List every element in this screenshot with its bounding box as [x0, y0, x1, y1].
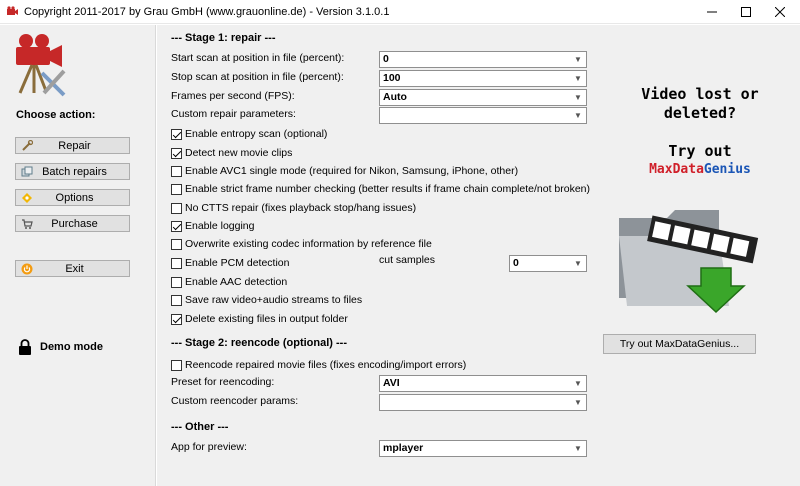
aac-detection-label: Enable AAC detection [185, 276, 288, 288]
stage1-title: --- Stage 1: repair --- [171, 32, 276, 44]
chevron-down-icon: ▼ [574, 111, 582, 120]
options-button-label: Options [55, 191, 94, 204]
window-title: Copyright 2011-2017 by Grau GmbH (www.grauonline.de) - Version 3.1.0.1 [24, 6, 390, 18]
stage2-title: --- Stage 2: reencode (optional) --- [171, 337, 347, 349]
camera-tools-logo-icon [12, 31, 68, 97]
save-raw-streams-checkbox[interactable] [171, 294, 362, 306]
reencode-label: Reencode repaired movie files (fixes encoding/import errors) [185, 359, 467, 371]
minimize-icon [707, 7, 717, 17]
custom-reencoder-label: Custom reencoder params: [171, 395, 299, 407]
start-scan-value: 0 [383, 53, 389, 65]
detect-clips-label: Detect new movie clips [185, 147, 293, 159]
promo-panel [607, 85, 793, 177]
custom-reencoder-combo[interactable] [379, 394, 587, 411]
cut-samples-label: cut samples [379, 254, 436, 266]
cut-samples-value: 0 [513, 257, 519, 269]
preview-app-value: mplayer [383, 442, 424, 454]
power-icon [21, 263, 33, 275]
preset-value: AVI [383, 377, 400, 389]
chevron-down-icon: ▼ [574, 444, 582, 453]
preview-app-combo[interactable] [379, 440, 587, 457]
pcm-detection-label: Enable PCM detection [185, 257, 290, 269]
film-recovery-promo-icon [609, 188, 759, 318]
choose-action-label: Choose action: [16, 109, 96, 121]
start-scan-combo[interactable] [379, 51, 587, 68]
lock-icon [18, 339, 32, 355]
reencode-checkbox[interactable] [171, 359, 466, 371]
purchase-button[interactable] [15, 215, 130, 232]
overwrite-codec-label: Overwrite existing codec information by reference file [185, 238, 432, 250]
chevron-down-icon: ▼ [574, 398, 582, 407]
stop-scan-label: Stop scan at position in file (percent): [171, 71, 344, 83]
strict-frame-label: Enable strict frame number checking (better results if frame chain complete/not broken) [185, 183, 591, 195]
custom-repair-params-combo[interactable] [379, 107, 587, 124]
checkbox-box [171, 166, 182, 177]
detect-clips-checkbox[interactable] [171, 147, 292, 159]
close-icon [775, 7, 785, 17]
checkbox-box [171, 221, 182, 232]
maximize-button[interactable] [729, 0, 762, 24]
brand-part-max: Max [649, 162, 673, 177]
checkbox-box [171, 258, 182, 269]
custom-repair-params-label: Custom repair parameters: [171, 108, 296, 120]
checkbox-box [171, 148, 182, 159]
enable-logging-checkbox[interactable] [171, 220, 254, 232]
stop-scan-combo[interactable] [379, 70, 587, 87]
promo-headline-line2: deleted? [663, 104, 737, 122]
chevron-down-icon: ▼ [574, 74, 582, 83]
chevron-down-icon: ▼ [574, 55, 582, 64]
options-icon [21, 192, 33, 204]
delete-existing-checkbox[interactable] [171, 313, 348, 325]
fps-combo[interactable] [379, 89, 587, 106]
checkbox-box [171, 203, 182, 214]
no-ctts-label: No CTTS repair (fixes playback stop/hang issues) [185, 202, 417, 214]
preset-combo[interactable] [379, 375, 587, 392]
app-icon [6, 6, 18, 18]
preset-label: Preset for reencoding: [171, 376, 275, 388]
cut-samples-combo[interactable] [509, 255, 587, 272]
try-maxdatagenius-button[interactable]: Try out MaxDataGenius... [603, 334, 756, 354]
exit-button-label: Exit [65, 262, 84, 275]
chevron-down-icon: ▼ [574, 259, 582, 268]
checkbox-box [171, 239, 182, 250]
other-title: --- Other --- [171, 421, 229, 433]
checkbox-box [171, 129, 182, 140]
maximize-icon [741, 7, 751, 17]
preview-app-label: App for preview: [171, 441, 247, 453]
options-button[interactable] [15, 189, 130, 206]
close-button[interactable] [763, 0, 796, 24]
cart-icon [21, 218, 33, 230]
main-panel [157, 25, 800, 486]
delete-existing-label: Delete existing files in output folder [185, 313, 348, 325]
chevron-down-icon: ▼ [574, 93, 582, 102]
batch-repairs-button-label: Batch repairs [42, 165, 107, 178]
avc1-single-mode-checkbox[interactable] [171, 165, 518, 177]
batch-repairs-button[interactable] [15, 163, 130, 180]
brand-part-genius: Genius [703, 162, 751, 177]
exit-button[interactable] [15, 260, 130, 277]
start-scan-label: Start scan at position in file (percent): [171, 52, 345, 64]
purchase-button-label: Purchase [51, 217, 98, 230]
repair-button-label: Repair [58, 139, 91, 152]
checkbox-box [171, 295, 182, 306]
checkbox-box [171, 360, 182, 371]
promo-try-out: Try out [668, 142, 732, 160]
promo-headline-line1: Video lost or [641, 85, 759, 103]
checkbox-box [171, 184, 182, 195]
entropy-scan-label: Enable entropy scan (optional) [185, 128, 328, 140]
avc1-single-mode-label: Enable AVC1 single mode (required for Nikon, Samsung, iPhone, other) [185, 165, 519, 177]
aac-detection-checkbox[interactable] [171, 276, 287, 288]
batch-icon [21, 166, 33, 178]
enable-logging-label: Enable logging [185, 220, 255, 232]
pcm-detection-checkbox[interactable] [171, 257, 289, 269]
title-bar [0, 0, 800, 24]
fps-value: Auto [383, 91, 407, 103]
fps-label: Frames per second (FPS): [171, 90, 295, 102]
checkbox-box [171, 277, 182, 288]
no-ctts-checkbox[interactable] [171, 202, 416, 214]
promo-brand [607, 162, 793, 177]
stop-scan-value: 100 [383, 72, 401, 84]
brand-part-data: Data [672, 162, 704, 177]
entropy-scan-checkbox[interactable] [171, 128, 327, 140]
repair-button[interactable] [15, 137, 130, 154]
minimize-button[interactable] [695, 0, 728, 24]
demo-mode-indicator [18, 339, 103, 355]
checkbox-box [171, 314, 182, 325]
demo-mode-label: Demo mode [40, 341, 103, 353]
strict-frame-checkbox[interactable] [171, 183, 590, 195]
chevron-down-icon: ▼ [574, 379, 582, 388]
wrench-icon [21, 140, 33, 152]
overwrite-codec-checkbox[interactable] [171, 238, 432, 250]
sidebar [0, 25, 156, 486]
save-raw-streams-label: Save raw video+audio streams to files [185, 294, 363, 306]
